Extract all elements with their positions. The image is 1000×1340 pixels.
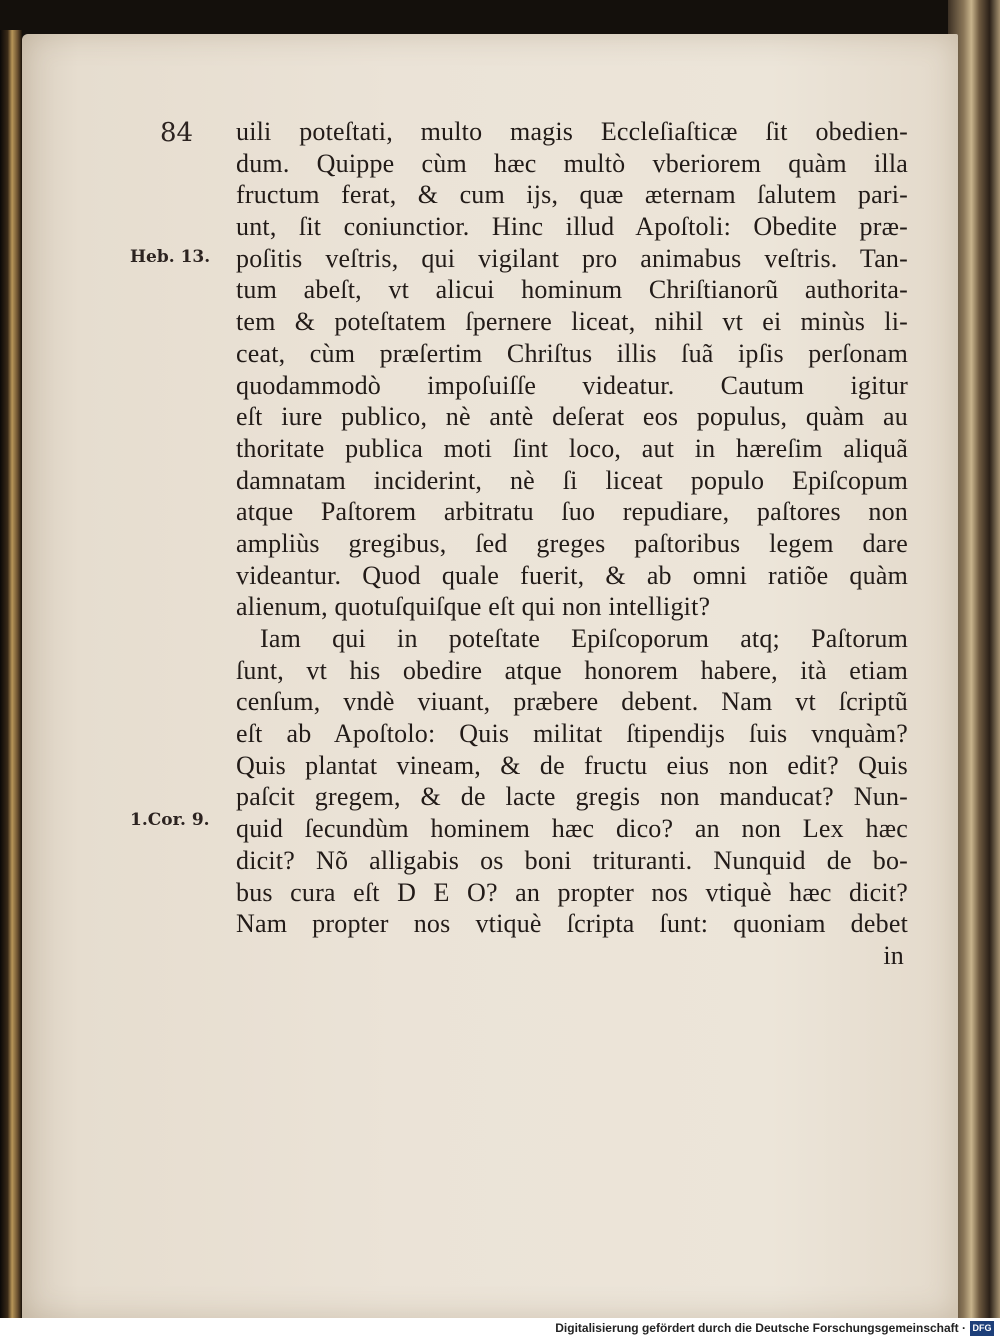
text-line: thoritate publica moti ſint loco, aut in hæreſim aliquã (236, 433, 908, 463)
text-line: eſt ab Apoſtolo: Quis militat ſtipendijs ſuis vnquàm? (236, 719, 908, 749)
text-line: poſitis veſtris, qui vigilant pro animabus veſtris. Tan- (236, 243, 908, 273)
text-line: videantur. Quod quale fuerit, & ab omni ratiõe quàm (236, 560, 908, 590)
text-line: ceat, cùm præſertim Chriſtus illis ſuã ipſis perſonam (236, 338, 908, 368)
text-line: dicit? Nõ alligabis os boni trituranti. Nunquid de bo- (236, 845, 908, 875)
text-line: ſunt, vt his obedire atque honorem habere, ità etiam (236, 655, 908, 685)
text-line: Iam qui in poteſtate Epiſcoporum atq; Paſtorum (260, 624, 908, 653)
text-line: dum. Quippe cùm hæc multò vberiorem quàm illa (236, 148, 908, 178)
catchword: in (883, 940, 904, 970)
text-line: eſt iure publico, nè antè deſerat eos populus, quàm au (236, 402, 908, 432)
dfg-logo: DFG (970, 1321, 994, 1336)
text-line: ampliùs gregibus, ſed greges paſtoribus legem dare (236, 528, 908, 558)
page-number: 84 (160, 118, 194, 148)
text-line: alienum, quotuſquiſque eſt qui non intelligit? (236, 592, 711, 622)
body-text (236, 116, 908, 972)
marginal-note: Heb. 13. (130, 247, 211, 267)
text-line: bus cura eſt D E O? an propter nos vtiquè hæc dicit? (236, 877, 908, 907)
text-line: quid ſecundùm hominem hæc dico? an non Lex hæc (236, 814, 908, 844)
text-line: cenſum, vndè viuant, præbere debent. Nam vt ſcriptũ (236, 687, 908, 717)
text-line: Quis plantat vineam, & de fructu eius non edit? Quis (236, 750, 908, 780)
text-line: Nam propter nos vtiquè ſcripta ſunt: quoniam debet (236, 909, 908, 939)
footer-bar (0, 1318, 1000, 1340)
book-spine-edge (0, 30, 22, 1318)
marginal-note: 1.Cor. 9. (130, 810, 210, 830)
text-line: quodammodò impoſuiſſe videatur. Cautum igitur (236, 370, 908, 400)
funding-credit: Digitalisierung gefördert durch die Deutsche Forschungsgemeinschaft · (555, 1321, 966, 1335)
text-line: tem & poteſtatem ſpernere liceat, nihil vt ei minùs li- (236, 307, 908, 337)
text-line: tum abeſt, vt alicui hominum Chriſtianorũ authorita- (236, 275, 908, 305)
text-line: fructum ferat, & cum ijs, quæ æternam ſalutem pari- (236, 180, 908, 210)
text-line: uili poteſtati, multo magis Eccleſiaſticæ ſit obedien- (236, 117, 908, 146)
text-line: paſcit gregem, & de lacte gregis non manducat? Nun- (236, 782, 908, 812)
text-line: unt, ſit coniunctior. Hinc illud Apoſtoli: Obedite præ- (236, 212, 908, 242)
text-line: atque Paſtorem arbitratu ſuo repudiare, paſtores non (236, 497, 908, 527)
text-line: damnatam inciderint, nè ſi liceat populo Epiſcopum (236, 465, 908, 495)
